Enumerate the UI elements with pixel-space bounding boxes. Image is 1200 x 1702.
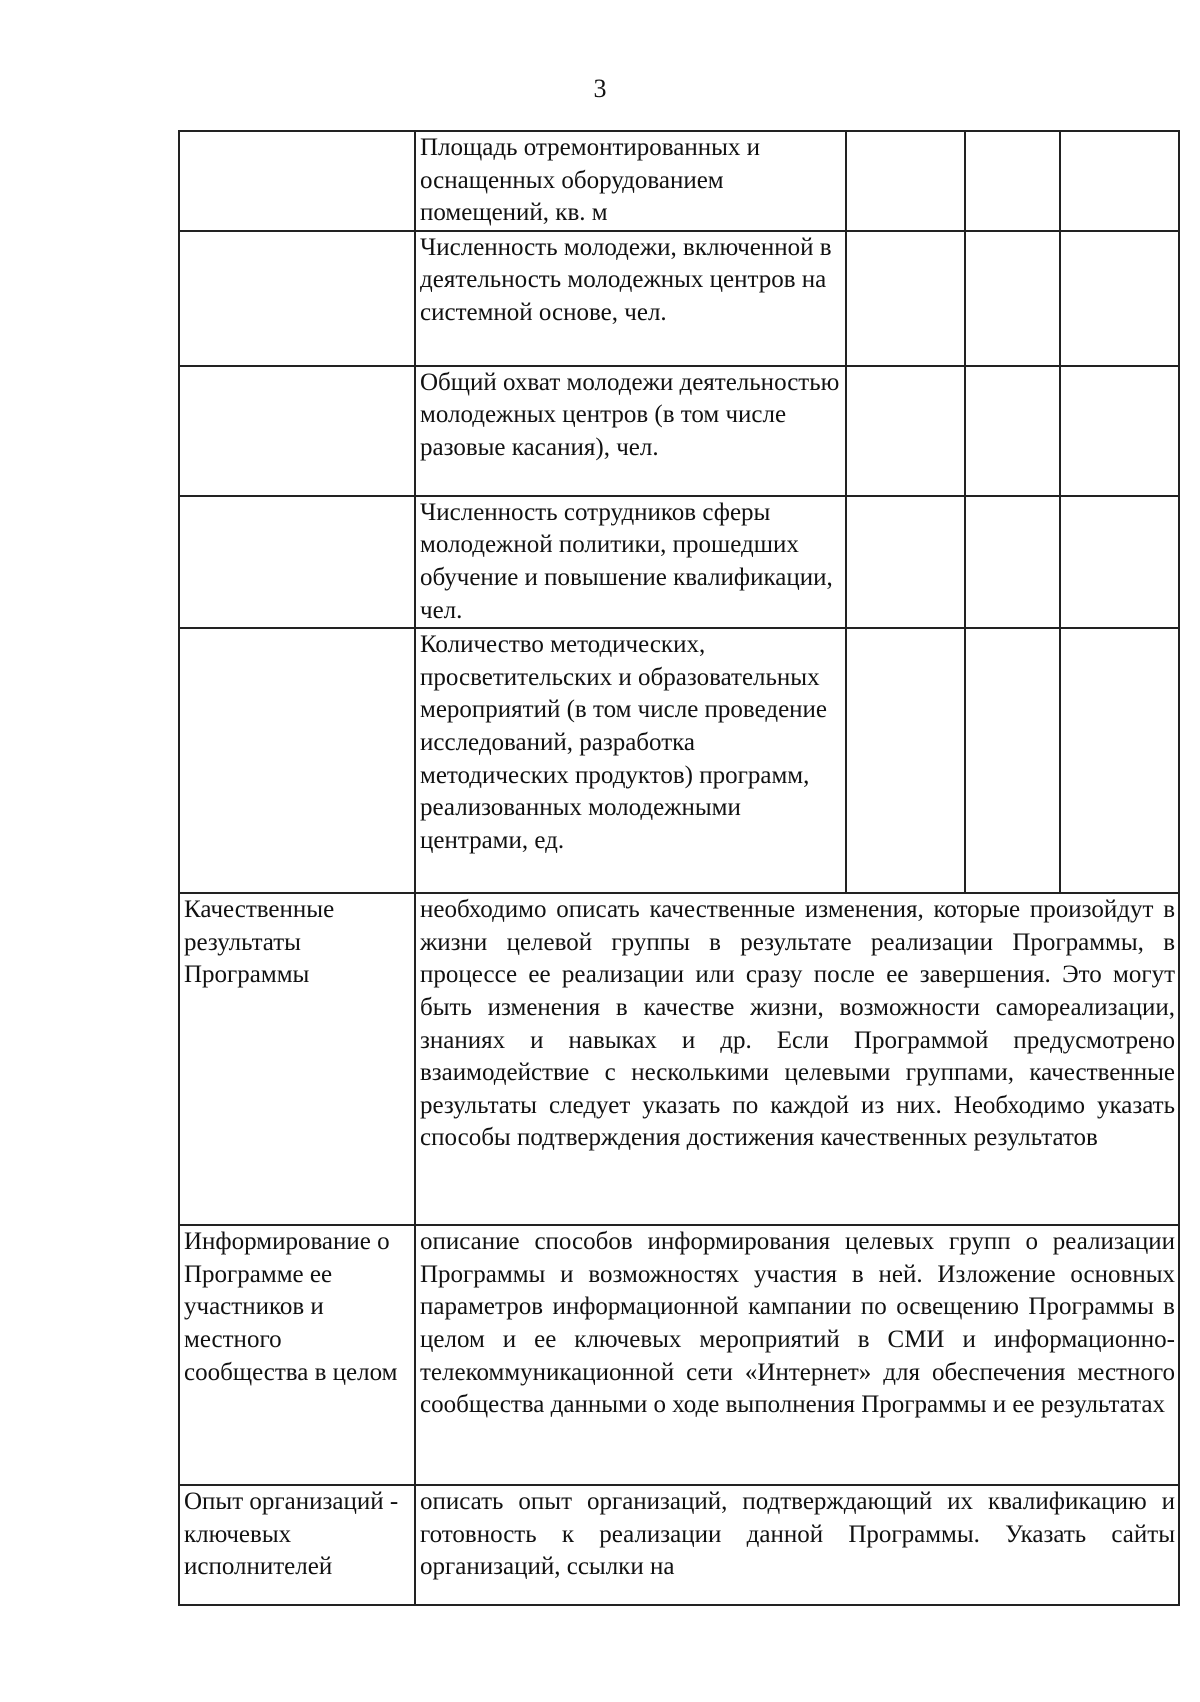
section-description: описать опыт организаций, подтверждающий их квалификацию и готовность к реализации данной Программы. Указать сайты организаций, ссылки на xyxy=(415,1485,1179,1605)
value-cell xyxy=(965,628,1060,893)
table-row xyxy=(179,131,1179,231)
indicator-cell: Площадь отремонтированных и оснащенных оборудованием помещений, кв. м xyxy=(415,131,846,231)
program-table xyxy=(178,130,1180,1606)
empty-cell xyxy=(179,366,415,496)
table-row xyxy=(179,893,1179,1225)
value-cell xyxy=(965,496,1060,628)
table-row xyxy=(179,1225,1179,1485)
table-row xyxy=(179,496,1179,628)
section-label: Качественные результаты Программы xyxy=(179,893,415,1225)
empty-cell xyxy=(179,231,415,366)
value-cell xyxy=(846,628,965,893)
indicator-cell: Количество методических, просветительских и образовательных мероприятий (в том числе проведение исследований, разработка методических продуктов) программ, реализованных молодежными центрами, ед. xyxy=(415,628,846,893)
table-row xyxy=(179,231,1179,366)
value-cell xyxy=(846,231,965,366)
value-cell xyxy=(1060,366,1179,496)
value-cell xyxy=(1060,131,1179,231)
section-description: необходимо описать качественные изменения, которые произойдут в жизни целевой группы в результате реализации Программы, в процессе ее реализации или сразу после ее завершения. Это могут быть изменения в качестве жизни, возможности самореализации, знаниях и навыках и др. Если Программой предусмотрено взаимодействие с несколькими целевыми группами, качественные результаты следует указать по каждой из них. Необходимо указать способы подтверждения достижения качественных результатов xyxy=(415,893,1179,1225)
value-cell xyxy=(846,496,965,628)
value-cell xyxy=(846,366,965,496)
empty-cell xyxy=(179,131,415,231)
empty-cell xyxy=(179,628,415,893)
value-cell xyxy=(846,131,965,231)
indicator-cell: Численность сотрудников сферы молодежной политики, прошедших обучение и повышение квалификации, чел. xyxy=(415,496,846,628)
value-cell xyxy=(1060,628,1179,893)
table-row xyxy=(179,628,1179,893)
value-cell xyxy=(965,366,1060,496)
empty-cell xyxy=(179,496,415,628)
section-description: описание способов информирования целевых групп о реализации Программы и возможностях участия в ней. Изложение основных параметров информационной кампании по освещению Программы в целом и ее ключевых мероприятий в СМИ и информационно-телекоммуникационной сети «Интернет» для обеспечения местного сообщества данными о ходе выполнения Программы и ее результатах xyxy=(415,1225,1179,1485)
table-row xyxy=(179,1485,1179,1605)
section-label: Опыт организаций - ключевых исполнителей xyxy=(179,1485,415,1605)
table-row xyxy=(179,366,1179,496)
value-cell xyxy=(965,131,1060,231)
value-cell xyxy=(965,231,1060,366)
indicator-cell: Общий охват молодежи деятельностью молодежных центров (в том числе разовые касания), чел. xyxy=(415,366,846,496)
value-cell xyxy=(1060,231,1179,366)
section-label: Информирование о Программе ее участников и местного сообщества в целом xyxy=(179,1225,415,1485)
indicator-cell: Численность молодежи, включенной в деятельность молодежных центров на системной основе, чел. xyxy=(415,231,846,366)
page-number: 3 xyxy=(593,74,607,103)
value-cell xyxy=(1060,496,1179,628)
